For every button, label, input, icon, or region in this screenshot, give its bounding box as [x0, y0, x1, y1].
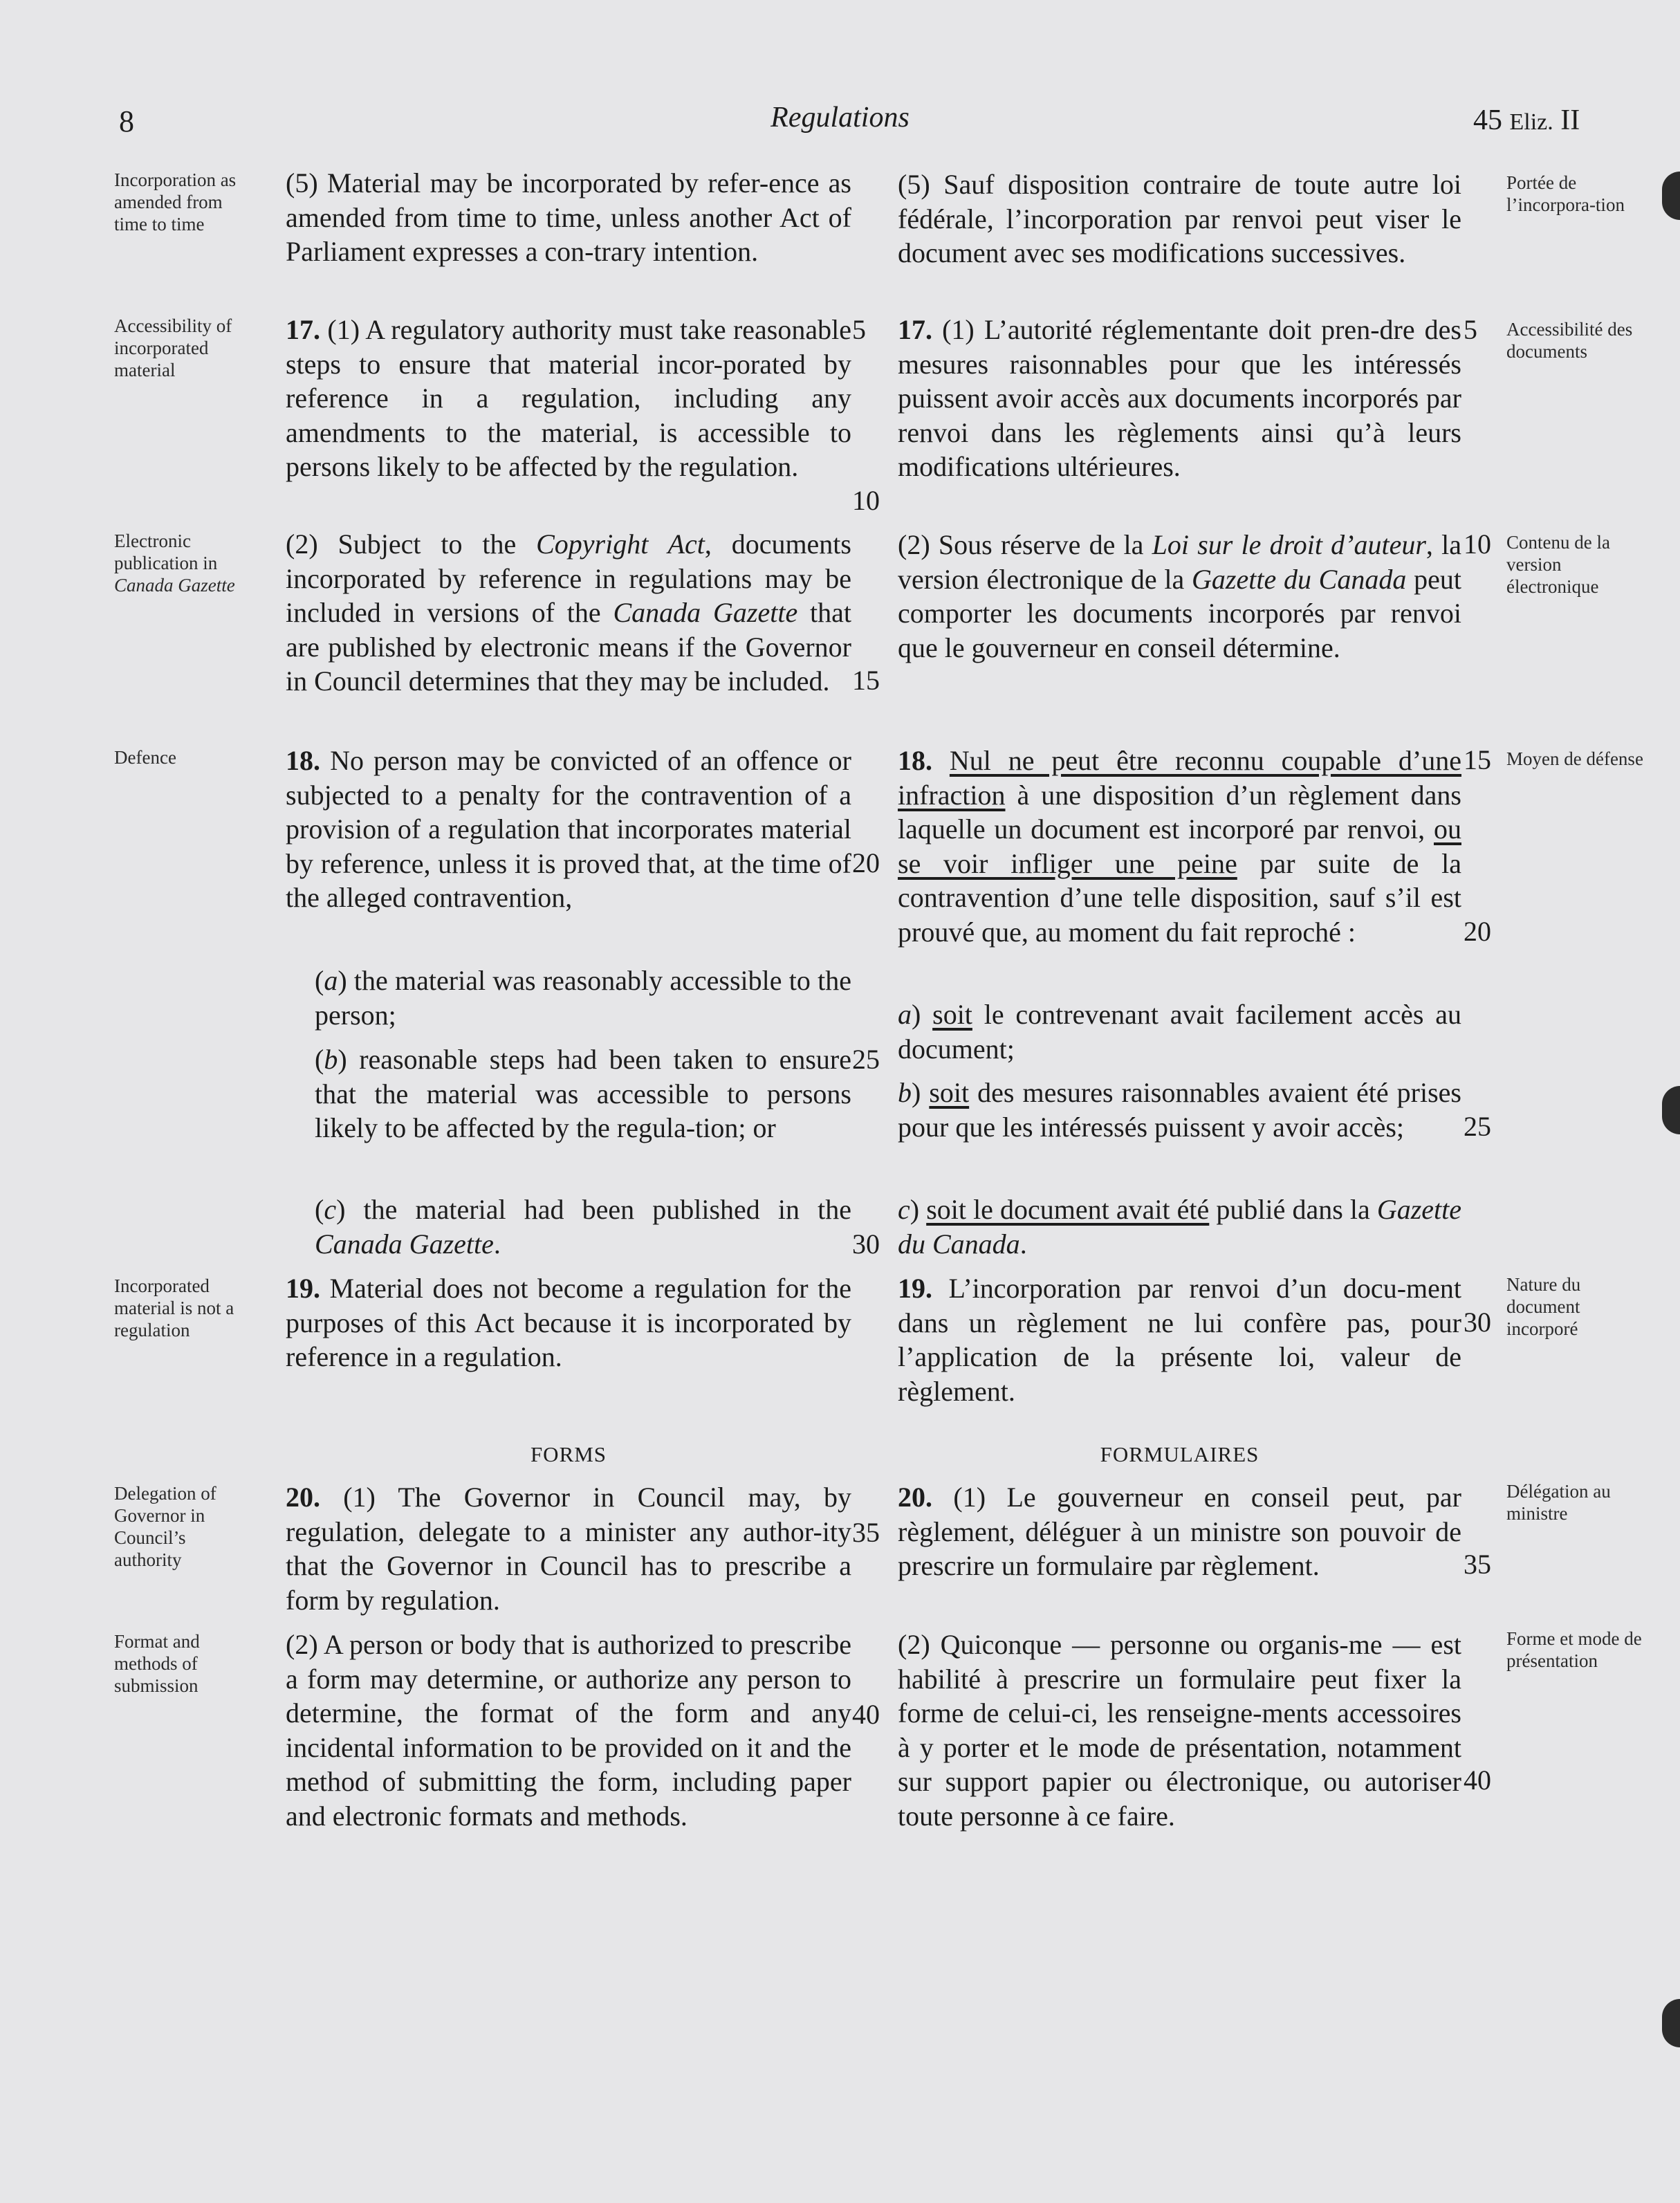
line-number-en: 30: [852, 1228, 880, 1260]
en-forms-heading: FORMS: [530, 1442, 607, 1466]
fr-forms-heading: FORMULAIRES: [1100, 1442, 1259, 1466]
line-number-fr: 10: [1464, 528, 1491, 560]
margin-note-en-accessibility: Accessibility of incorporated material: [114, 315, 232, 380]
fr-section-19: 19. L’incorporation par renvoi d’un docu-ment dans un règlement ne lui confère pas, pour l’application de la présente loi, valeur de règlement.: [898, 1273, 1461, 1407]
en-section-17: 17. (1) A regulatory authority must take reasonable steps to ensure that material incor-porated by reference in a regulation, including any amendments to the material, is accessible to persons likely to be affected by the regulation.: [286, 314, 851, 482]
fr-para-b: b) soit des mesures raisonnables avaient été prises pour que les intéressés puissent y avoir accès;: [898, 1077, 1461, 1143]
line-number-fr: 15: [1464, 744, 1491, 775]
line-number-fr: 35: [1464, 1549, 1491, 1580]
binder-hole-shadow: [1662, 1999, 1680, 2047]
line-number-fr: 25: [1464, 1111, 1491, 1142]
line-number-en: 10: [852, 485, 880, 516]
en-section-20: 20. (1) The Governor in Council may, by regulation, delegate to a minister any author-ity that the Governor in Council has to prescribe a form by regulation.: [286, 1482, 851, 1616]
margin-note-fr-nature: Nature du document incorporé: [1506, 1274, 1581, 1339]
en-section-19: 19. Material does not become a regulation for the purposes of this Act because it is incorporated by reference in a regulation.: [286, 1273, 851, 1372]
line-number-fr: 40: [1464, 1764, 1491, 1796]
en-para-c: (c) the material had been published in the Canada Gazette.: [315, 1194, 851, 1260]
line-number-en: 35: [852, 1517, 880, 1548]
statute-year: 45 Eliz. II: [1473, 104, 1580, 136]
line-number-fr: 5: [1464, 314, 1477, 345]
running-title: Regulations: [770, 102, 910, 133]
binder-hole-shadow: [1662, 1086, 1680, 1134]
margin-note-fr-portee: Portée de l’incorpora-tion: [1506, 172, 1625, 215]
binder-hole-shadow: [1662, 172, 1680, 220]
fr-section-20: 20. (1) Le gouverneur en conseil peut, par règlement, déléguer à un ministre son pouvoir de prescrire un formulaire par règlement.: [898, 1482, 1461, 1581]
line-number-en: 20: [852, 847, 880, 878]
fr-subsection-5: (5) Sauf disposition contraire de toute autre loi fédérale, l’incorporation par renvoi peut viser le document avec ses modifications successives.: [898, 169, 1461, 268]
fr-section-20-2: (2) Quiconque — personne ou organis-me — est habilité à prescrire un formulaire peut fixer la forme de celui-ci, les renseigne-ments accessoires à y porter et le mode de présentation, notamment sur support papier ou électronique, ou autoriser toute personne à ce faire.: [898, 1629, 1461, 1832]
margin-note-en-incorporation-amended: Incorporation as amended from time to time: [114, 169, 237, 234]
margin-note-fr-contenu: Contenu de la version électronique: [1506, 532, 1610, 597]
margin-note-en-electronic-publication: Electronic publication in Canada Gazette: [114, 531, 235, 596]
fr-section-17-2: (2) Sous réserve de la Loi sur le droit d’auteur, la version électronique de la Gazette du Canada peut comporter les documents incorporés par renvoi que le gouverneur en conseil détermine.: [898, 529, 1462, 663]
line-number-en: 40: [852, 1699, 880, 1730]
line-number-fr: 30: [1464, 1307, 1491, 1338]
fr-para-c: c) soit le document avait été publié dans la Gazette du Canada.: [898, 1194, 1462, 1260]
margin-note-fr-moyen-defense: Moyen de défense: [1506, 748, 1643, 769]
en-subsection-5: (5) Material may be incorporated by refer-ence as amended from time to time, unless another Act of Parliament expresses a con-trary intention.: [286, 167, 851, 267]
line-number-en: 25: [852, 1044, 880, 1075]
en-para-b: (b) reasonable steps had been taken to ensure that the material was accessible to persons likely to be affected by the regula-tion; or: [315, 1044, 851, 1143]
en-section-18: 18. No person may be convicted of an offence or subjected to a penalty for the contravention of a provision of a regulation that incorporates material by reference, unless it is proved that, at the time of the alleged contravention,: [286, 745, 851, 913]
fr-para-a: a) soit le contrevenant avait facilement accès au document;: [898, 999, 1461, 1064]
page-number: 8: [119, 104, 134, 138]
margin-note-en-format: Format and methods of submission: [114, 1631, 200, 1696]
line-number-en: 5: [852, 314, 866, 345]
line-number-en: 15: [852, 665, 880, 696]
margin-note-fr-forme: Forme et mode de présentation: [1506, 1628, 1642, 1671]
fr-section-17: 17. (1) L’autorité réglementante doit pren-dre des mesures raisonnables pour que les intéressés puissent avoir accès aux documents incorporés par renvoi dans les règlements ainsi qu’à leurs modifications ultérieures.: [898, 314, 1461, 482]
margin-note-fr-accessibilite: Accessibilité des documents: [1506, 319, 1633, 362]
en-para-a: (a) the material was reasonably accessible to the person;: [315, 965, 851, 1031]
line-number-fr: 20: [1464, 916, 1491, 947]
en-section-20-2: (2) A person or body that is authorized to prescribe a form may determine, or authorize any person to determine, the format of the form and any incidental information to be provided on it and the method of submitting the form, including paper and electronic formats and methods.: [286, 1629, 851, 1832]
margin-note-en-not-regulation: Incorporated material is not a regulation: [114, 1275, 234, 1340]
margin-note-en-defence: Defence: [114, 747, 176, 768]
margin-note-en-delegation: Delegation of Governor in Council’s authority: [114, 1483, 216, 1570]
fr-section-18: 18. Nul ne peut être reconnu coupable d’une infraction à une disposition d’un règlement dans laquelle un document est incorporé par renvoi, ou se voir infliger une peine par suite de la contravention d’une telle disposition, sauf s’il est prouvé que, au moment du fait reproché :: [898, 745, 1462, 948]
en-section-17-2: (2) Subject to the Copyright Act, documents incorporated by reference in regulations may be included in versions of the Canada Gazette that are published by electronic means if the Governor in Council determines that they may be included.: [286, 528, 852, 697]
margin-note-fr-delegation: Délégation au ministre: [1506, 1481, 1611, 1524]
